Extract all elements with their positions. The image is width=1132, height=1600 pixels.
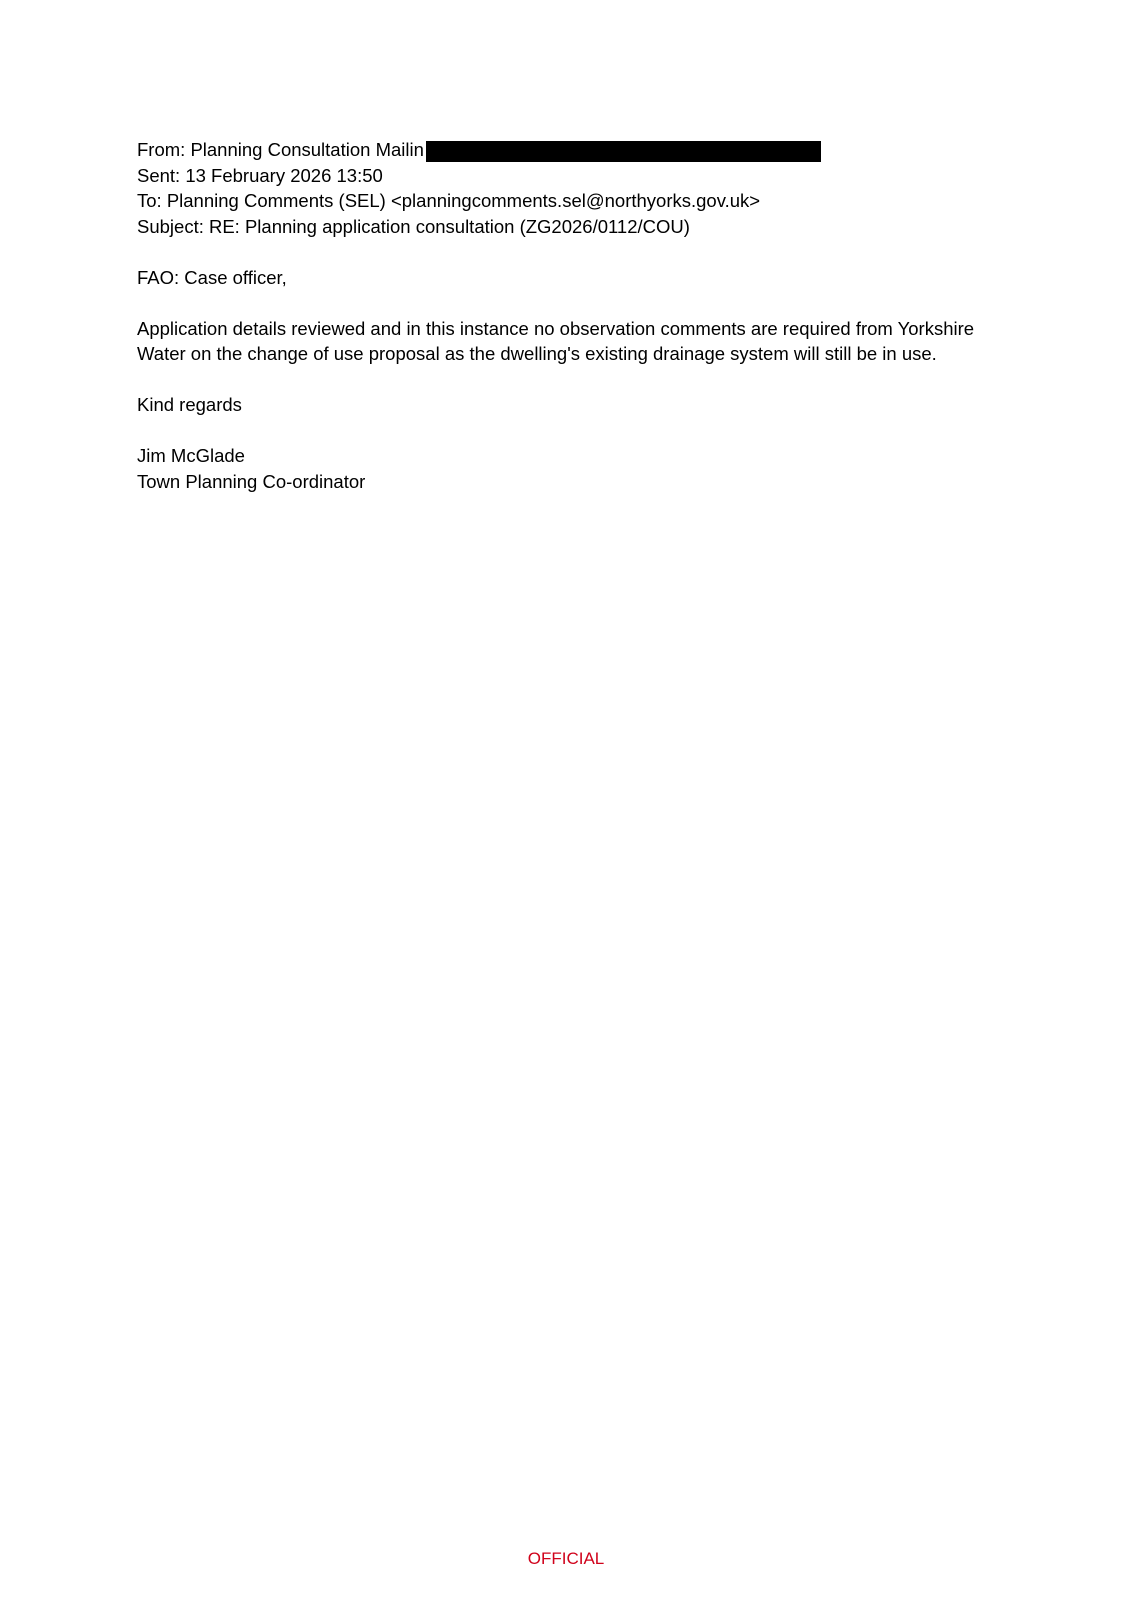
spacer xyxy=(137,418,997,444)
signature-title: Town Planning Co-ordinator xyxy=(137,470,366,492)
email-greeting: FAO: Case officer, xyxy=(137,266,287,288)
email-content xyxy=(137,137,997,494)
spacer xyxy=(137,367,997,393)
email-subject: Subject: RE: Planning application consultation (ZG2026/0112/COU) xyxy=(137,215,690,237)
classification-footer: OFFICIAL xyxy=(527,1549,605,1568)
spacer xyxy=(137,239,997,265)
email-closing: Kind regards xyxy=(137,394,242,415)
email-sent: Sent: 13 February 2026 13:50 xyxy=(137,164,383,186)
redaction-block xyxy=(426,141,821,162)
email-from-row xyxy=(137,137,997,163)
email-body-paragraph: Application details reviewed and in this instance no observation comments are required from Yorkshire Water on the change of use proposal as the dwelling's existing drainage system will still be in use. xyxy=(137,317,975,364)
email-to: To: Planning Comments (SEL) <planningcomments.sel@northyorks.gov.uk> xyxy=(137,190,761,211)
email-from: From: Planning Consultation Mailin xyxy=(137,139,424,160)
signature-name: Jim McGlade xyxy=(137,445,245,466)
spacer xyxy=(137,290,997,316)
